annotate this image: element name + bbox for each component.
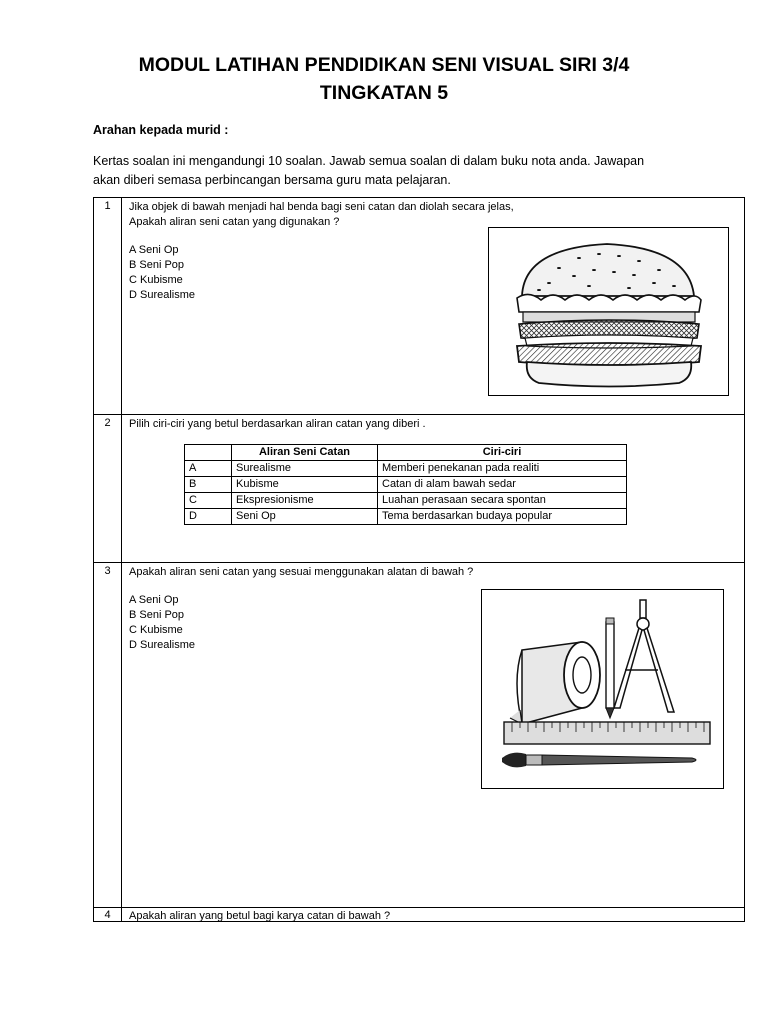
question-number: 1 xyxy=(104,200,111,212)
row-divider xyxy=(94,907,744,908)
option-c[interactable]: C Kubisme xyxy=(129,274,183,286)
table-row xyxy=(185,509,627,525)
table-cell: C xyxy=(185,493,232,509)
table-cell: Luahan perasaan secara spontan xyxy=(378,493,627,509)
table-cell: A xyxy=(185,461,232,477)
compass-icon xyxy=(614,600,674,712)
table-cell: Tema berdasarkan budaya popular xyxy=(378,509,627,525)
option-d[interactable]: D Surealisme xyxy=(129,289,196,301)
option-b[interactable]: B Seni Pop xyxy=(129,609,185,621)
page-title: MODUL LATIHAN PENDIDIKAN SENI VISUAL SIRI 3/4 xyxy=(138,54,630,76)
table-row xyxy=(185,477,627,493)
tape-roll-icon xyxy=(510,642,600,724)
pencil-icon xyxy=(606,618,614,718)
table-cell: Ekspresionisme xyxy=(232,493,378,509)
table-header: Ciri-ciri xyxy=(378,445,627,461)
instructions-text xyxy=(93,152,683,190)
ruler-icon xyxy=(504,722,710,744)
row-divider xyxy=(94,562,744,563)
table-cell: Catan di alam bawah sedar xyxy=(378,477,627,493)
table-header xyxy=(185,445,232,461)
table-cell: Memberi penekanan pada realiti xyxy=(378,461,627,477)
number-column-divider xyxy=(121,198,122,921)
question-text: Apakah aliran seni catan yang sesuai menggunakan alatan di bawah ? xyxy=(129,566,474,578)
option-a[interactable]: A Seni Op xyxy=(129,244,179,256)
table-cell: D xyxy=(185,509,232,525)
question-text: Pilih ciri-ciri yang betul berdasarkan aliran catan yang diberi . xyxy=(129,418,426,430)
instructions-heading: Arahan kepada murid : xyxy=(93,123,229,137)
table-row xyxy=(185,493,627,509)
instructions-line: Kertas soalan ini mengandungi 10 soalan. Jawab semua soalan di dalam buku nota anda. Jawapan xyxy=(93,154,645,168)
question-number: 2 xyxy=(104,417,111,429)
art-tools-illustration-icon xyxy=(481,589,724,789)
table-cell: Kubisme xyxy=(232,477,378,493)
paintbrush-icon xyxy=(502,753,696,768)
questions-table xyxy=(93,197,745,922)
instructions-line: akan diberi semasa perbincangan bersama guru mata pelajaran. xyxy=(93,173,451,187)
question-text: Apakah aliran seni catan yang digunakan ? xyxy=(129,216,340,228)
question-text: Apakah aliran yang betul bagi karya catan di bawah ? xyxy=(129,910,391,922)
table-row xyxy=(185,461,627,477)
table-header: Aliran Seni Catan xyxy=(232,445,378,461)
question-options xyxy=(129,243,195,303)
question-options xyxy=(129,593,195,653)
table-cell: Seni Op xyxy=(232,509,378,525)
option-c[interactable]: C Kubisme xyxy=(129,624,183,636)
option-d[interactable]: D Surealisme xyxy=(129,639,196,651)
page-subtitle: TINGKATAN 5 xyxy=(319,82,449,104)
table-cell: B xyxy=(185,477,232,493)
table-cell: Surealisme xyxy=(232,461,378,477)
burger-illustration-icon xyxy=(488,227,729,396)
question-text: Jika objek di bawah menjadi hal benda bagi seni catan dan diolah secara jelas, xyxy=(129,201,514,213)
question-number: 3 xyxy=(104,565,111,577)
option-b[interactable]: B Seni Pop xyxy=(129,259,185,271)
question-number: 4 xyxy=(104,909,111,921)
row-divider xyxy=(94,414,744,415)
characteristics-table xyxy=(184,444,627,525)
option-a[interactable]: A Seni Op xyxy=(129,594,179,606)
table-header-row xyxy=(185,445,627,461)
